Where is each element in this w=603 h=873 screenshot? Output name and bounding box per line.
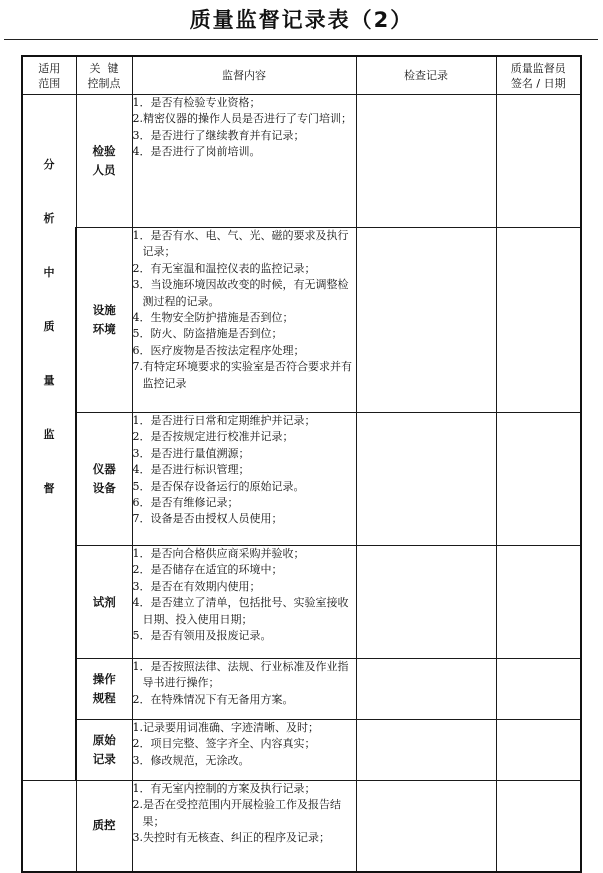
list-item: 4．是否进行了岗前培训。 — [132, 145, 261, 159]
list-item: 3．修改规范，无涂改。 — [132, 753, 250, 767]
control-point-cell: 检验 人员 — [76, 95, 132, 228]
record-table — [21, 55, 582, 873]
list-item: 3．是否进行量值溯源； — [132, 446, 250, 460]
list-item: 4．生物安全防护措施是否到位； — [132, 311, 294, 325]
scope-cell-empty — [22, 781, 76, 872]
table-row — [22, 546, 581, 659]
table-row — [22, 95, 581, 228]
table-row — [22, 413, 581, 546]
sign-date-cell[interactable] — [496, 228, 581, 413]
header-scope: 适用 范围 — [22, 56, 76, 95]
sign-date-cell[interactable] — [496, 720, 581, 781]
sign-date-cell[interactable] — [496, 659, 581, 720]
scope-cell — [22, 95, 76, 781]
content-cell — [132, 659, 356, 720]
content-cell — [132, 95, 356, 228]
list-item: 1．是否向合格供应商采购并验收； — [132, 547, 305, 560]
header-row — [22, 56, 581, 95]
list-item: 4．是否进行标识管理； — [132, 463, 250, 477]
list-item: 6．是否有维修记录； — [132, 496, 239, 510]
list-item: 1．是否按照法律、法规、行业标准及作业指导书进行操作； — [132, 660, 349, 690]
list-item: 1．是否进行日常和定期维护并记录； — [132, 414, 316, 427]
list-item: 1．是否有检验专业资格； — [132, 96, 261, 109]
content-cell — [132, 546, 356, 659]
table-row — [22, 720, 581, 781]
header-content: 监督内容 — [132, 56, 356, 95]
list-item: 1.记录要用词准确、字迹清晰、及时； — [132, 721, 319, 734]
list-item: 4．是否建立了清单，包括批号、实验室接收日期、投入使用日期； — [132, 596, 349, 626]
check-record-cell[interactable] — [356, 720, 496, 781]
content-cell — [132, 413, 356, 546]
list-item: 5．是否保存设备运行的原始记录。 — [132, 479, 305, 493]
check-record-cell[interactable] — [356, 781, 496, 872]
content-cell — [132, 720, 356, 781]
list-item: 5．防火、防盗措施是否到位； — [132, 327, 283, 341]
control-point-cell: 设施 环境 — [76, 228, 132, 413]
list-item: 1．是否有水、电、气、光、磁的要求及执行记录； — [132, 229, 349, 259]
header-control-point: 关 键 控制点 — [76, 56, 132, 95]
sign-date-cell[interactable] — [496, 95, 581, 228]
content-cell — [132, 228, 356, 413]
scope-label: 分 析 中 质 量 监 督 — [43, 158, 55, 495]
check-record-cell[interactable] — [356, 546, 496, 659]
list-item: 6．医疗废物是否按法定程序处理； — [132, 343, 305, 357]
check-record-cell[interactable] — [356, 95, 496, 228]
content-cell — [132, 781, 356, 872]
table-row — [22, 781, 581, 872]
check-record-cell[interactable] — [356, 413, 496, 546]
list-item: 2．是否按规定进行校准并记录； — [132, 430, 294, 444]
sign-date-cell[interactable] — [496, 546, 581, 659]
check-record-cell[interactable] — [356, 228, 496, 413]
control-point-cell: 仪器 设备 — [76, 413, 132, 546]
control-point-cell: 原始 记录 — [76, 720, 132, 781]
control-point-cell: 试剂 — [76, 546, 132, 659]
list-item: 3．是否在有效期内使用； — [132, 579, 261, 593]
header-sign: 质量监督员 签名 / 日期 — [496, 56, 581, 95]
control-point-cell: 操作 规程 — [76, 659, 132, 720]
list-item: 1．有无室内控制的方案及执行记录； — [132, 782, 316, 795]
table-row — [22, 659, 581, 720]
sign-date-cell[interactable] — [496, 781, 581, 872]
list-item: 2．项目完整、签字齐全、内容真实； — [132, 737, 316, 751]
list-item: 7.有特定环境要求的实验室是否符合要求并有监控记录 — [132, 360, 352, 390]
title-divider — [4, 39, 598, 40]
list-item: 2.精密仪器的操作人员是否进行了专门培训； — [132, 112, 352, 126]
header-check: 检查记录 — [356, 56, 496, 95]
list-item: 2．在特殊情况下有无备用方案。 — [132, 692, 294, 706]
list-item: 3.失控时有无核查、纠正的程序及记录； — [132, 831, 330, 845]
check-record-cell[interactable] — [356, 659, 496, 720]
page-title: 质量监督记录表（2） — [189, 8, 414, 32]
list-item: 2.是否在受控范围内开展检验工作及报告结果； — [132, 798, 341, 828]
control-point-cell: 质控 — [76, 781, 132, 872]
list-item: 3．当设施环境因故改变的时候，有无调整检测过程的记录。 — [132, 278, 349, 308]
sign-date-cell[interactable] — [496, 413, 581, 546]
list-item: 3．是否进行了继续教育并有记录； — [132, 128, 305, 142]
table-row — [22, 228, 581, 413]
list-item: 2．有无室温和温控仪表的监控记录； — [132, 261, 316, 275]
list-item: 5．是否有领用及报废记录。 — [132, 629, 272, 643]
list-item: 2．是否储存在适宜的环境中； — [132, 563, 283, 577]
list-item: 7．设备是否由授权人员使用； — [132, 512, 283, 526]
